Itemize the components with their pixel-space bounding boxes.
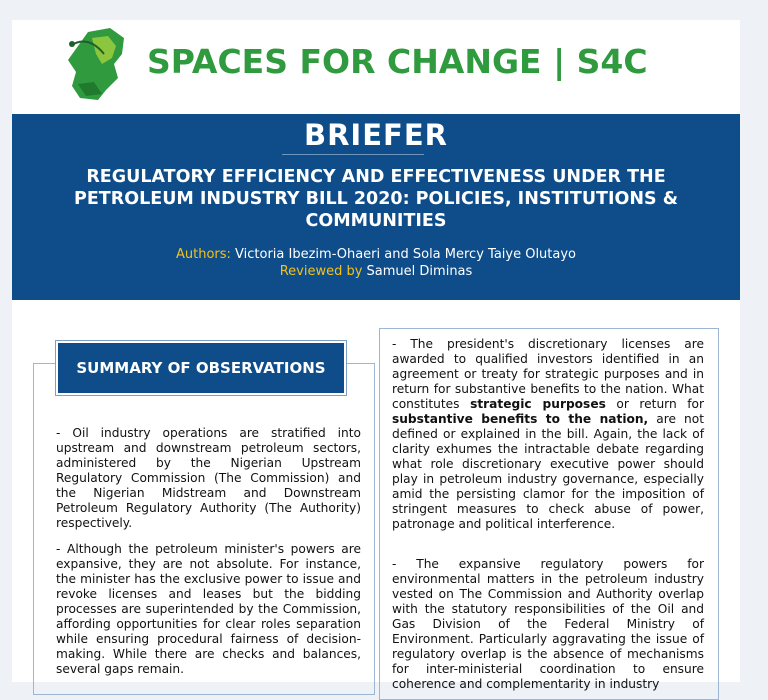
observation-paragraph-1: - Oil industry operations are stratified into upstream and downstream petroleum sectors, administered by the Nigerian Upstream Regulatory Commission (The Commission) and the Nigerian Midstream and Downstream Petroleum Regulatory Authority (The Authority) respectively.: [56, 426, 361, 530]
title-divider: [282, 154, 424, 155]
text-run: are not defined or explained in the bill. Again, the lack of clarity exhumes the intractable debate regarding what role discretionary executive power should play in petroleum industry governance, especially amid the persisting clamor for the imposition of stringent measures to check abuse of power, patronage and political interference.: [392, 412, 705, 531]
s4c-logo: [58, 24, 140, 106]
summary-heading: SUMMARY OF OBSERVATIONS: [58, 343, 344, 393]
reviewer-name: Samuel Diminas: [362, 264, 473, 279]
document-page: [12, 20, 740, 691]
authors-line: [12, 246, 740, 263]
text-run: or return for: [605, 397, 704, 411]
text-run: - The president's discretionary licenses are awarded to qualified investors identified in an agreement or treaty for strategic purposes and in return for substantive benefits to the nation. What constitutes: [392, 337, 704, 411]
observation-paragraph-4: - The expansive regulatory powers for environmental matters in the petroleum industry vested on The Commission and Authority overlap with the statutory responsibilities of the Oil and Gas Division of the Federal Ministry of Environment. Particularly aggravating the issue of regulatory overlap is the absence of mechanisms for inter-ministerial coordination to ensure coherence and complementarity in industry: [392, 557, 704, 691]
authors-names: Victoria Ibezim-Ohaeri and Sola Mercy Taiye Olutayo: [230, 247, 577, 262]
document-title: REGULATORY EFFICIENCY AND EFFECTIVENESS UNDER THE PETROLEUM INDUSTRY BILL 2020: POLICIES, INSTITUTIONS & COMMUNITIES: [74, 167, 678, 231]
bold-term-substantive-benefits: substantive benefits to the nation,: [392, 412, 649, 426]
observation-paragraph-2: - Although the petroleum minister's powers are expansive, they are not absolute. For instance, the minister has the exclusive power to issue and revoke licenses and leases but the bidding processes are superintended by the Commission, affording opportunities for clear roles separation while ensuring procedural fairness of decision-making. While there are checks and balances, several gaps remain.: [56, 542, 361, 676]
organization-name: SPACES FOR CHANGE | S4C: [147, 42, 648, 81]
reviewer-line: [12, 263, 740, 280]
authors-block: [12, 246, 740, 280]
briefer-banner: [12, 114, 740, 300]
document-type: BRIEFER: [304, 118, 448, 152]
authors-label: Authors:: [175, 247, 231, 262]
observation-paragraph-3: [392, 337, 704, 532]
bold-term-strategic-purposes: strategic purposes: [470, 397, 606, 411]
reviewed-label: Reviewed by: [279, 264, 363, 279]
